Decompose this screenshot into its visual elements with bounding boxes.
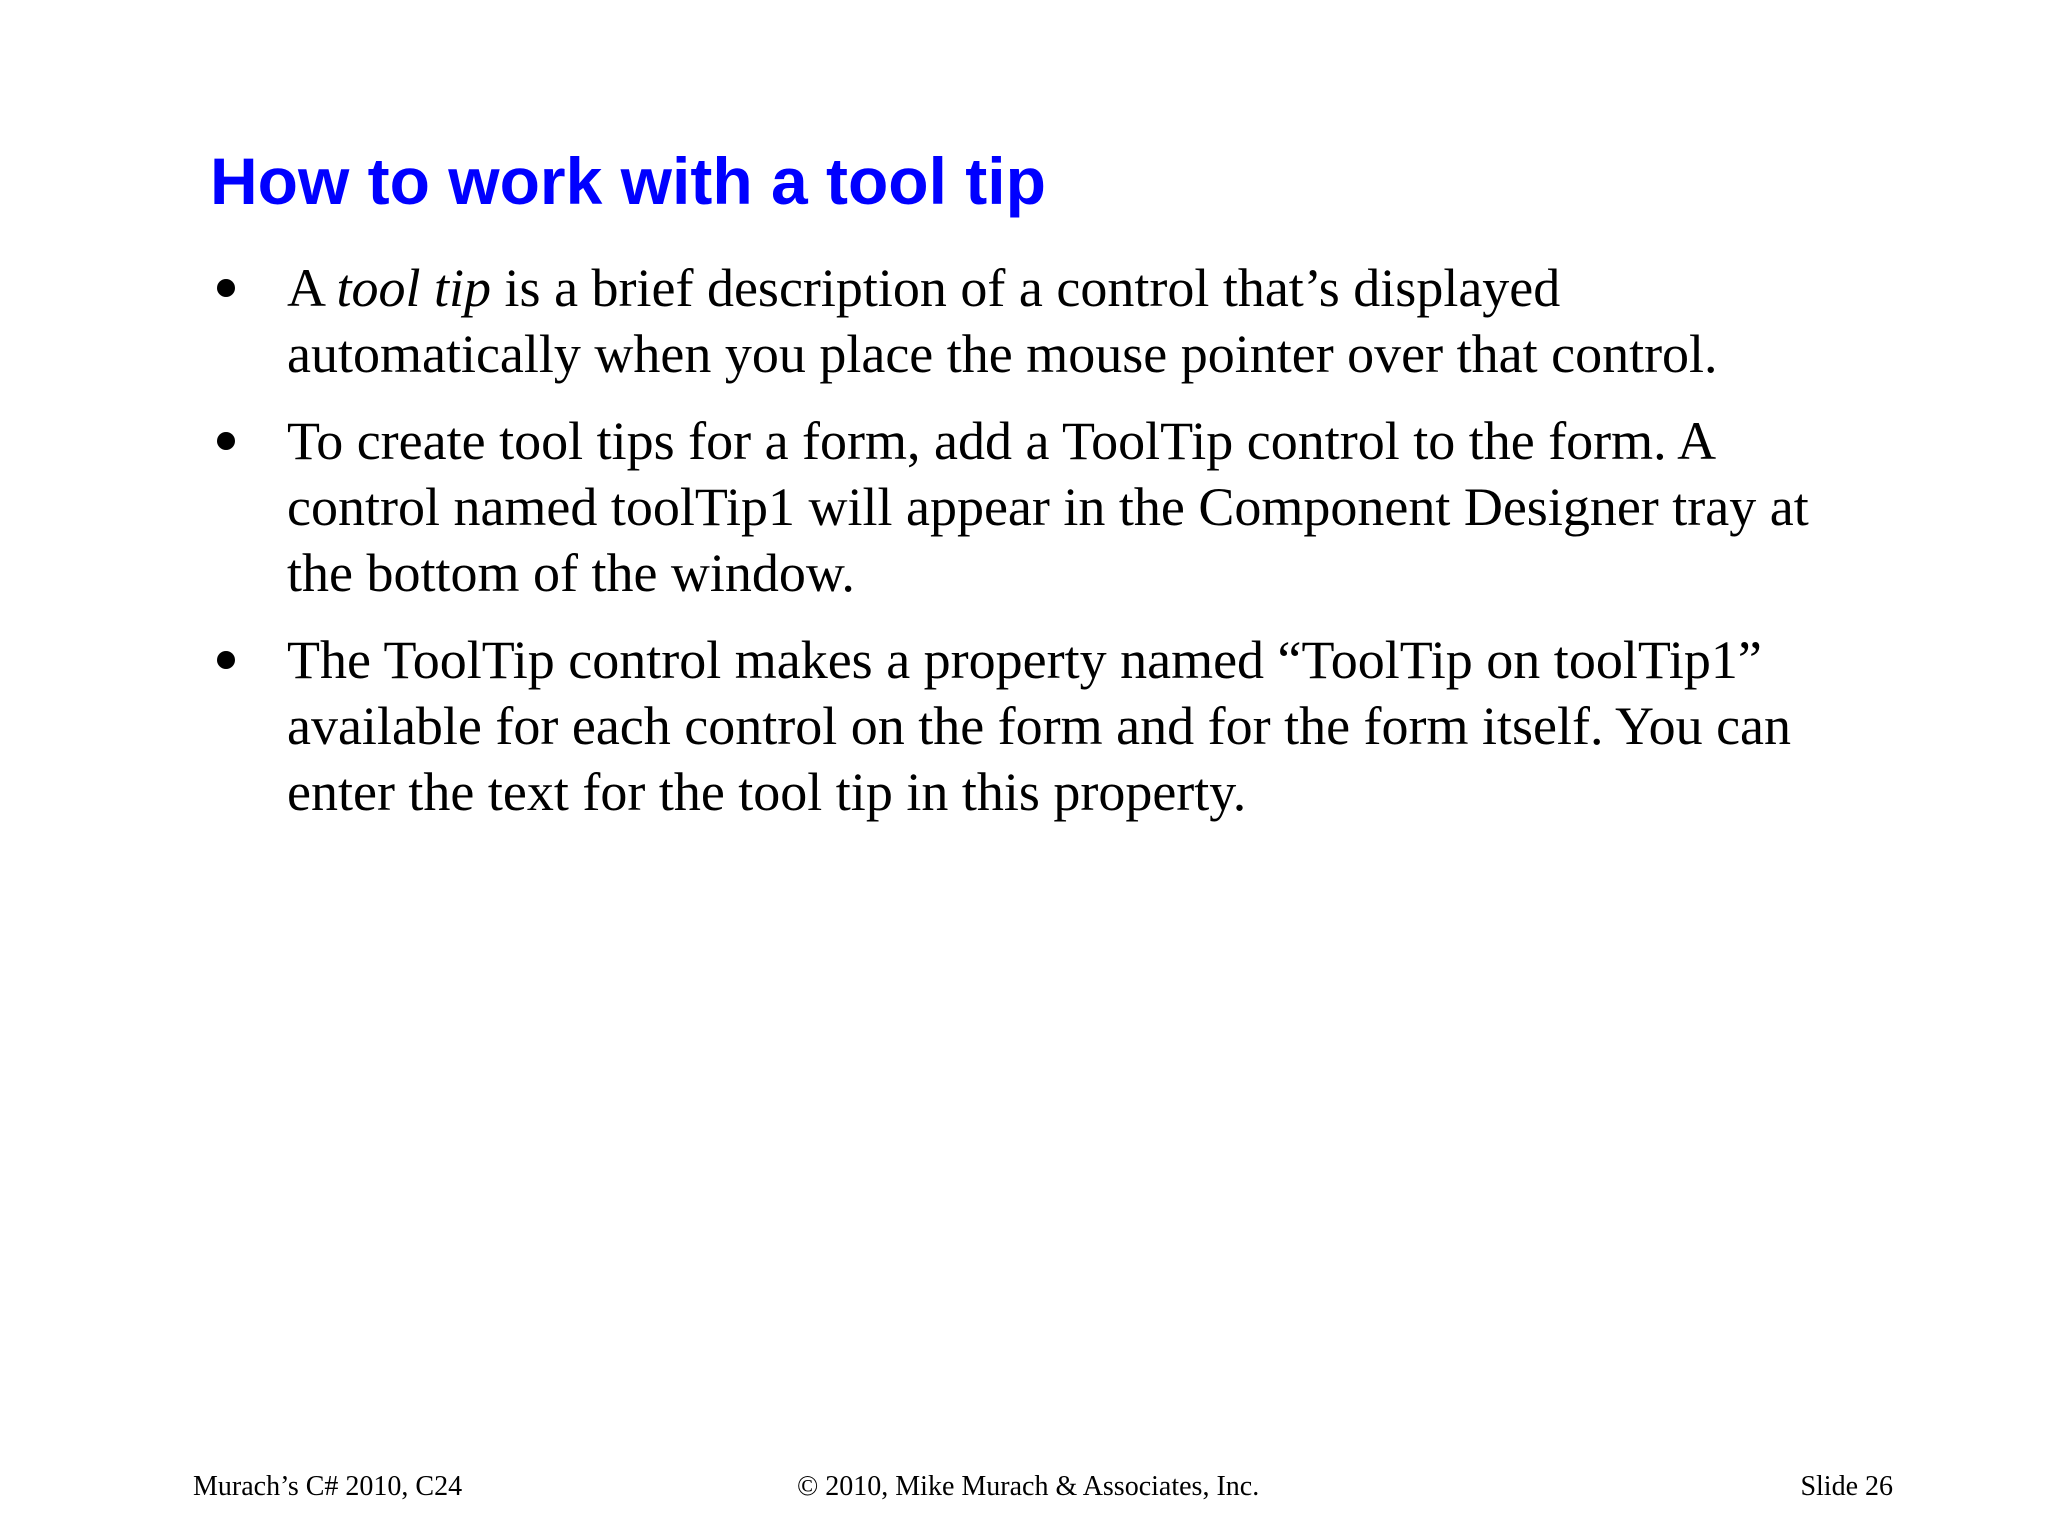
bullet-text-post: is a brief description of a control that’s displayed automatically when you place the mouse pointer over that control. bbox=[287, 258, 1718, 384]
bullet-dot-icon bbox=[217, 279, 235, 297]
bullet-text-emphasis: tool tip bbox=[336, 258, 492, 318]
bullet-text: To create tool tips for a form, add a ToolTip control to the form. A control named toolTip1 will appear in the Component Designer tray at the bottom of the window. bbox=[287, 411, 1809, 603]
bullet-text: The ToolTip control makes a property named “ToolTip on toolTip1” available for each control on the form and for the form itself. You can enter the text for the tool tip in this property. bbox=[287, 630, 1792, 822]
bullet-text-pre: A bbox=[287, 258, 337, 318]
footer-slide-number: Slide 26 bbox=[1800, 1471, 1893, 1502]
slide-title: How to work with a tool tip bbox=[210, 144, 1046, 218]
bullet-dot-icon bbox=[217, 651, 235, 669]
bullet-text bbox=[287, 255, 1827, 387]
footer-copyright: © 2010, Mike Murach & Associates, Inc. bbox=[797, 1471, 1260, 1502]
bullet-dot-icon bbox=[217, 432, 235, 450]
bullet-item-tool-tip-definition bbox=[0, 255, 1827, 387]
footer-book-title: Murach’s C# 2010, C24 bbox=[193, 1471, 463, 1502]
bullet-item-tooltip-property bbox=[0, 627, 1827, 825]
bullet-list bbox=[0, 255, 2048, 846]
bullet-item-create-tool-tips bbox=[0, 408, 1827, 606]
